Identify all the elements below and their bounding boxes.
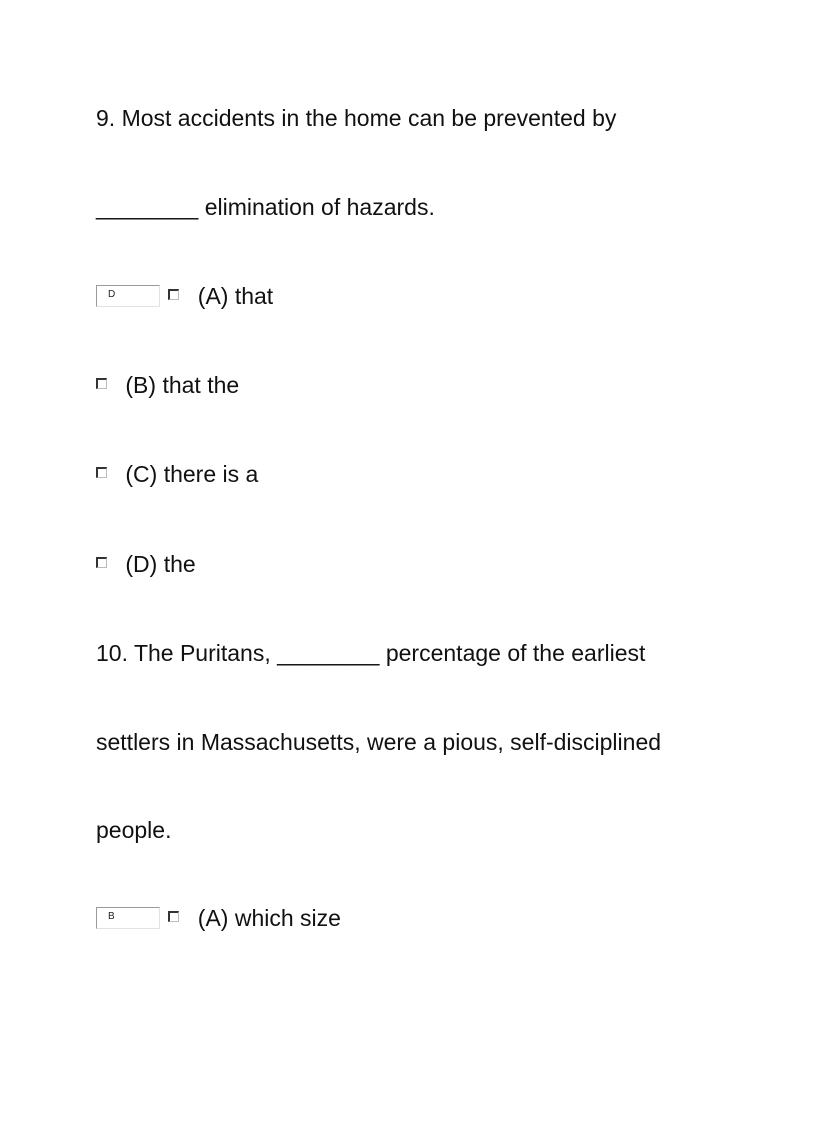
question-9-option-a-label: (A) that xyxy=(197,283,274,309)
question-9-option-d-radio[interactable] xyxy=(96,557,107,568)
question-9-option-b-radio[interactable] xyxy=(96,378,107,389)
question-9-option-c-label: (C) there is a xyxy=(125,461,259,487)
question-10-option-a-radio[interactable] xyxy=(168,911,179,922)
question-9-answer-value: D xyxy=(108,288,116,300)
question-10-answer-field[interactable] xyxy=(96,907,160,929)
question-9-option-c-radio[interactable] xyxy=(96,467,107,478)
question-9-answer-field[interactable] xyxy=(96,285,160,307)
question-10-text-line-2: settlers in Massachusetts, were a pious, self-disciplined xyxy=(96,729,662,755)
question-9-option-d-label: (D) the xyxy=(125,551,196,577)
question-9-text-line-2: ________ elimination of hazards. xyxy=(96,194,435,220)
question-10-option-a-label: (A) which size xyxy=(197,905,341,931)
question-9-option-a-radio[interactable] xyxy=(168,289,179,300)
question-9-option-a[interactable] xyxy=(96,282,273,310)
question-10-text-line-1: 10. The Puritans, ________ percentage of the earliest xyxy=(96,640,646,666)
question-9-option-c[interactable] xyxy=(96,460,258,488)
question-9-option-b[interactable] xyxy=(96,371,239,399)
question-9-text-line-1: 9. Most accidents in the home can be prevented by xyxy=(96,105,617,131)
question-9-option-b-label: (B) that the xyxy=(125,372,240,398)
question-10-option-a[interactable] xyxy=(96,904,341,932)
question-9-option-d[interactable] xyxy=(96,550,196,578)
question-10-text-line-3: people. xyxy=(96,817,172,843)
question-10-answer-value: B xyxy=(108,910,115,922)
